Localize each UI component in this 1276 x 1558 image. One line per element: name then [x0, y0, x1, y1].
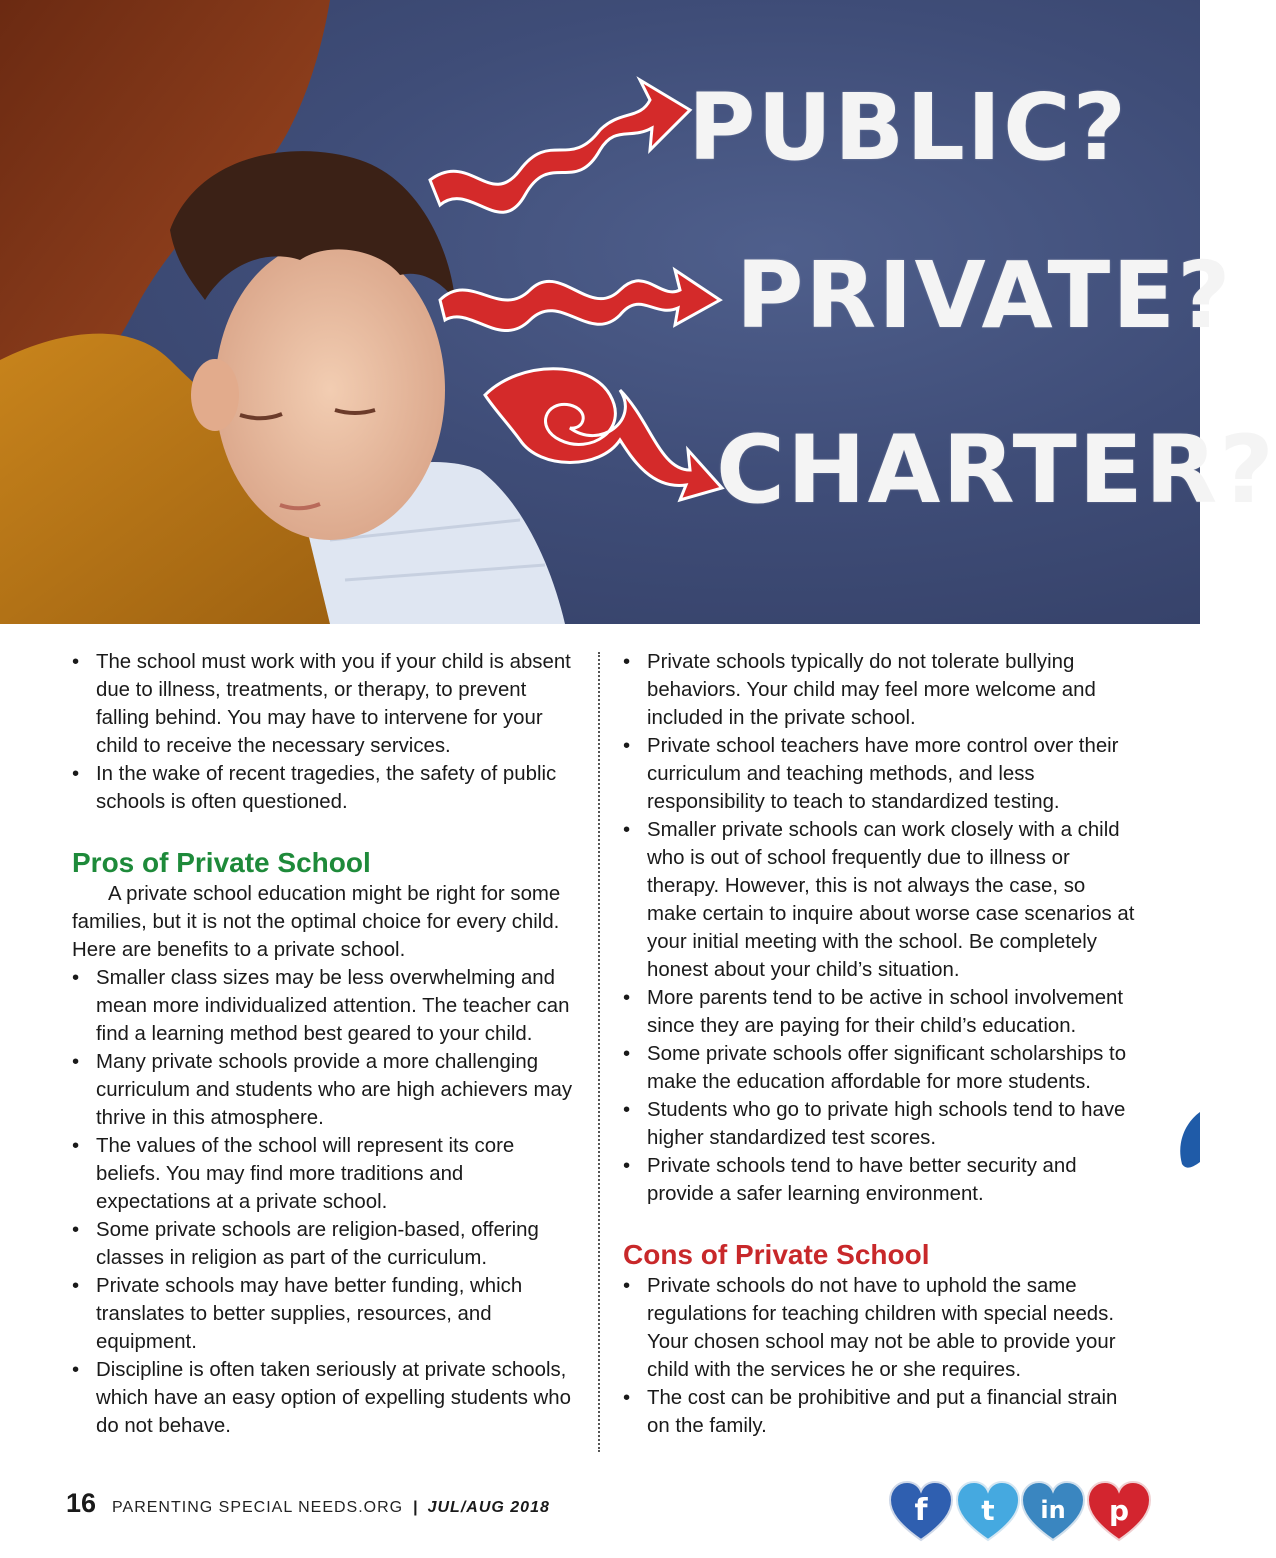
hero-word-private: PRIVATE?: [736, 242, 1233, 349]
linkedin-icon[interactable]: [1020, 1480, 1086, 1542]
list-item: • Smaller private schools can work closely with a child who is out of school frequently due to illness or therapy. However, this is not always the case, so make certain to inquire about worse case scenarios at your initial meeting with the school. Be completely honest about your child’s situation.: [623, 816, 1138, 984]
left-column: [72, 648, 580, 1440]
hero-word-public: PUBLIC?: [688, 74, 1128, 181]
list-item: • The school must work with you if your child is absent due to illness, treatments, or therapy, to prevent falling behind. You may have to intervene for your child to receive the necessary services.: [72, 648, 580, 760]
list-item: • Students who go to private high schools tend to have higher standardized test scores.: [623, 1096, 1138, 1152]
public-school-bullets: [72, 648, 580, 816]
svg-text:t: t: [981, 1494, 995, 1527]
list-item: • More parents tend to be active in school involvement since they are paying for their child’s education.: [623, 984, 1138, 1040]
pros-intro: A private school education might be right for some families, but it is not the optimal choice for every child. Here are benefits to a private school.: [72, 883, 561, 961]
list-item: • Some private schools offer significant scholarships to make the education affordable for more students.: [623, 1040, 1138, 1096]
svg-text:f: f: [914, 1493, 928, 1528]
hero-word-charter: CHARTER?: [716, 416, 1276, 525]
list-item: • In the wake of recent tragedies, the safety of public schools is often questioned.: [72, 760, 580, 816]
publication-name: PARENTING SPECIAL NEEDS.ORG: [112, 1499, 404, 1516]
page-footer: [66, 1488, 550, 1519]
list-item: • Some private schools are religion-based, offering classes in religion as part of the curriculum.: [72, 1216, 580, 1272]
hero-image: [0, 0, 1276, 624]
list-item: • The cost can be prohibitive and put a financial strain on the family.: [623, 1384, 1138, 1440]
list-item: • Private schools may have better funding, which translates to better supplies, resources, and equipment.: [72, 1272, 580, 1356]
twitter-icon[interactable]: [955, 1480, 1021, 1542]
edge-decoration: [1172, 1112, 1200, 1172]
cons-heading: Cons of Private School: [623, 1239, 930, 1270]
list-item: • The values of the school will represent its core beliefs. You may find more traditions and expectations at a private school.: [72, 1132, 580, 1216]
footer-separator: |: [413, 1499, 418, 1516]
svg-text:in: in: [1040, 1496, 1066, 1524]
pros-bullets: [72, 964, 580, 1440]
list-item: • Private schools tend to have better security and provide a safer learning environment.: [623, 1152, 1138, 1208]
page-number: 16: [66, 1488, 97, 1518]
arrow-charter-icon: [485, 369, 722, 500]
arrow-public-icon: [430, 80, 690, 212]
arrow-private-icon: [440, 270, 720, 331]
pros-heading: Pros of Private School: [72, 847, 371, 878]
facebook-icon[interactable]: [888, 1480, 954, 1542]
pros-bullets-continued: [623, 648, 1138, 1208]
list-item: • Smaller class sizes may be less overwhelming and mean more individualized attention. The teacher can find a learning method best geared to your child.: [72, 964, 580, 1048]
issue-date: JUL/AUG 2018: [427, 1499, 550, 1516]
right-column: [623, 648, 1138, 1440]
list-item: • Discipline is often taken seriously at private schools, which have an easy option of expelling students who do not behave.: [72, 1356, 580, 1440]
list-item: • Private schools do not have to uphold the same regulations for teaching children with special needs. Your chosen school may not be able to provide your child with the services he or she requires.: [623, 1272, 1138, 1384]
list-item: • Many private schools provide a more challenging curriculum and students who are high achievers may thrive in this atmosphere.: [72, 1048, 580, 1132]
pinterest-icon[interactable]: [1086, 1480, 1152, 1542]
cons-bullets: [623, 1272, 1138, 1440]
list-item: • Private school teachers have more control over their curriculum and teaching methods, and less responsibility to teach to standardized testing.: [623, 732, 1138, 816]
column-divider: [598, 652, 600, 1452]
list-item: • Private schools typically do not tolerate bullying behaviors. Your child may feel more welcome and included in the private school.: [623, 648, 1138, 732]
svg-text:p: p: [1108, 1494, 1130, 1527]
